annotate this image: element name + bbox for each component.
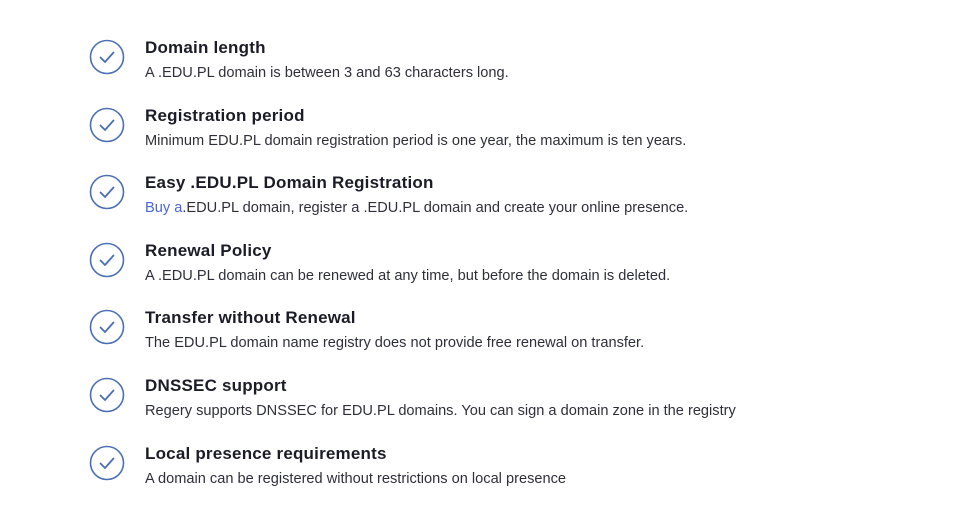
feature-item-dnssec-support [89,376,929,444]
feature-item-registration-period [89,106,929,174]
feature-text [145,38,509,82]
feature-text [145,241,670,285]
feature-description: A .EDU.PL domain can be renewed at any time, but before the domain is deleted. [145,267,671,284]
check-circle-icon [89,174,125,210]
feature-item-renewal-policy [89,241,929,309]
feature-title: Local presence requirements [145,443,387,463]
check-circle-icon [89,309,125,345]
feature-description: A domain can be registered without restrictions on local presence [145,470,567,487]
feature-item-domain-length [89,38,929,106]
feature-description: Regery supports DNSSEC for EDU.PL domains. You can sign a domain zone in the registry [145,402,736,419]
feature-list [89,38,929,511]
feature-item-transfer-without-renewal [89,308,929,376]
check-circle-icon [89,39,125,75]
feature-item-easy-registration [89,173,929,241]
feature-description: The EDU.PL domain name registry does not provide free renewal on transfer. [145,335,645,352]
feature-text [145,308,644,352]
check-circle-icon [89,445,125,481]
feature-title: DNSSEC support [145,375,287,395]
feature-description [145,199,688,217]
feature-description: A .EDU.PL domain is between 3 and 63 characters long. [145,65,509,81]
feature-title: Easy .EDU.PL Domain Registration [145,173,434,193]
feature-description: Minimum EDU.PL domain registration period is one year, the maximum is ten years. [145,132,687,149]
check-circle-icon [89,242,125,278]
feature-title: Domain length [145,38,266,57]
feature-title: Renewal Policy [145,240,272,260]
feature-title: Transfer without Renewal [145,308,356,328]
feature-title: Registration period [145,105,305,125]
feature-text [145,106,686,150]
feature-text [145,173,688,217]
feature-item-local-presence [89,444,929,512]
check-circle-icon [89,107,125,143]
feature-description-text: .EDU.PL domain, register a .EDU.PL domain and create your online presence. [182,200,689,217]
feature-text [145,376,736,420]
check-circle-icon [89,377,125,413]
buy-domain-link[interactable]: Buy a [145,200,183,217]
feature-text [145,444,566,488]
